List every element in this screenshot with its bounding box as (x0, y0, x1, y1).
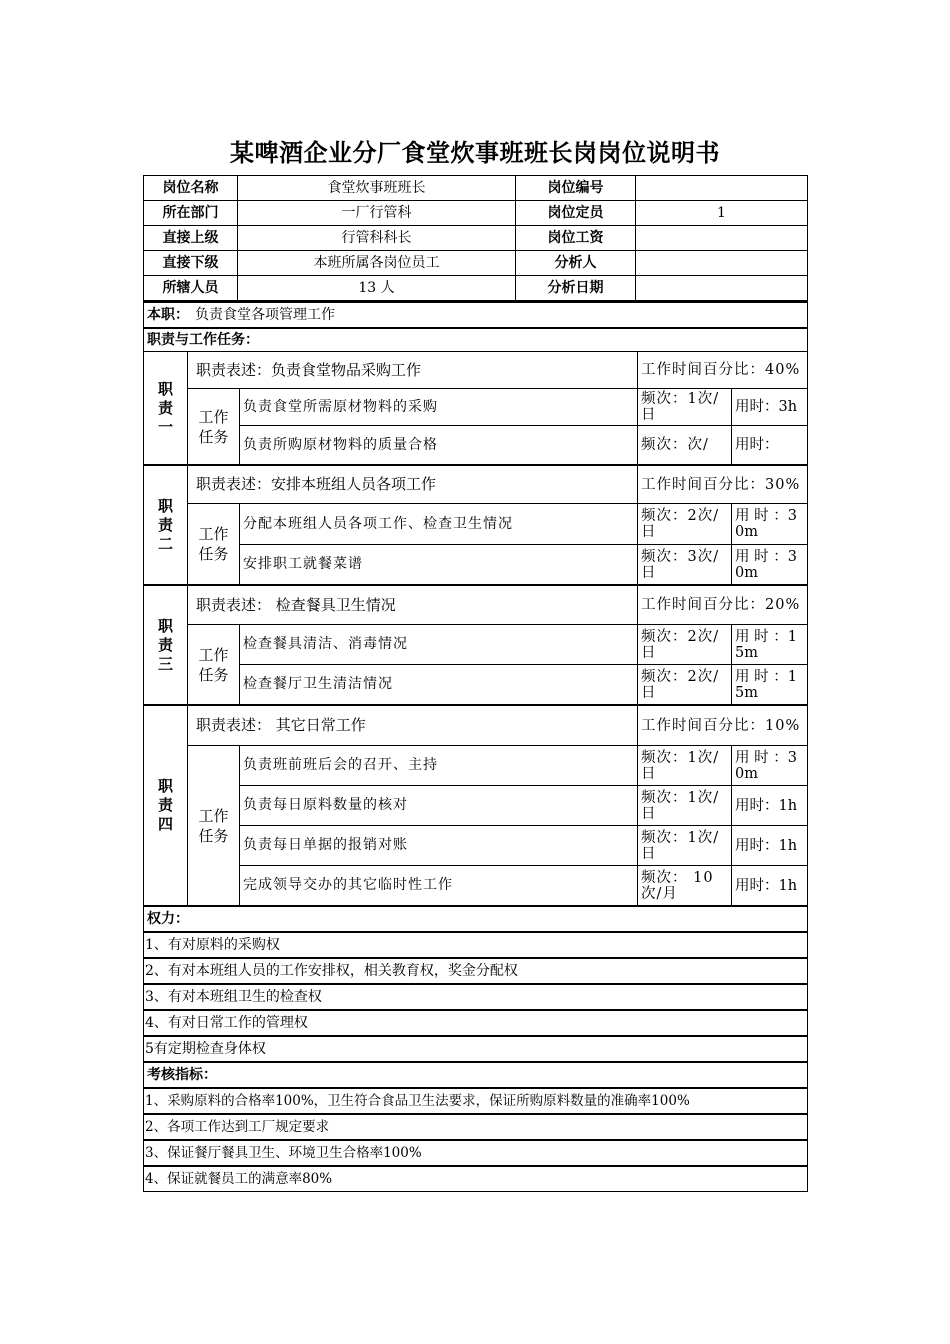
duty-statement-row (144, 352, 808, 389)
task-label-text: 工作任务 (198, 407, 229, 446)
duties-header: 职责与工作任务： (144, 328, 808, 352)
task-frequency: 频次： 10 次/月 (638, 866, 732, 907)
kpi-item: 1、采购原料的合格率100%，卫生符合食品卫生法要求，保证所购原料数量的准确率100% (144, 1088, 808, 1114)
info-row (144, 201, 808, 226)
authority-item: 2、有对本班组人员的工作安排权，相关教育权，奖金分配权 (144, 958, 808, 984)
duty-name-text: 职责二 (157, 496, 173, 553)
task-frequency: 频次：1次/日 (638, 746, 732, 786)
info-row (144, 276, 808, 301)
info-value (636, 276, 808, 301)
task-text: 分配本班组人员各项工作、检查卫生情况 (240, 504, 638, 545)
task-duration: 用 时 ：15m (732, 625, 808, 665)
authority-item-row (144, 1010, 808, 1036)
task-text: 安排职工就餐菜谱 (240, 545, 638, 586)
task-text: 完成领导交办的其它临时性工作 (240, 866, 638, 907)
info-row (144, 226, 808, 251)
kpi-item: 3、保证餐厅餐具卫生、环境卫生合格率100% (144, 1140, 808, 1166)
task-label (188, 746, 240, 907)
info-value: 1 (636, 201, 808, 226)
info-label: 岗位名称 (144, 176, 238, 201)
authority-item-row (144, 932, 808, 958)
duty-statement: 职责表述：负责食堂物品采购工作 (188, 352, 638, 389)
task-row (144, 625, 808, 665)
info-label: 所辖人员 (144, 276, 238, 301)
kpi-item-row (144, 1114, 808, 1140)
role-row (144, 302, 808, 328)
task-row (144, 545, 808, 586)
task-label-text: 工作任务 (198, 806, 229, 845)
duty-statement: 职责表述： 其它日常工作 (188, 705, 638, 746)
task-text: 检查餐厅卫生清洁情况 (240, 665, 638, 706)
time-percentage: 工作时间百分比：20% (638, 585, 808, 625)
duty-name (144, 705, 188, 906)
task-text: 检查餐具清洁、消毒情况 (240, 625, 638, 665)
kpi-item-row (144, 1166, 808, 1192)
task-duration: 用 时 ：30m (732, 746, 808, 786)
task-text: 负责食堂所需原材物料的采购 (240, 389, 638, 426)
duties-header-row (144, 328, 808, 352)
job-description-table (143, 175, 807, 1192)
info-value: 本班所属各岗位员工 (238, 251, 516, 276)
task-frequency: 频次：1次/日 (638, 826, 732, 866)
duty-statement-row (144, 585, 808, 625)
info-row (144, 251, 808, 276)
time-percentage: 工作时间百分比：10% (638, 705, 808, 746)
kpi-item: 4、保证就餐员工的满意率80% (144, 1166, 808, 1192)
info-value: 食堂炊事班班长 (238, 176, 516, 201)
kpi-item-row (144, 1140, 808, 1166)
duty-statement-row (144, 465, 808, 504)
task-frequency: 频次：1次/日 (638, 389, 732, 426)
task-duration: 用 时 ：15m (732, 665, 808, 706)
authority-header-row (144, 906, 808, 932)
authority-item: 5有定期检查身体权 (144, 1036, 808, 1062)
task-row (144, 866, 808, 907)
info-label: 分析日期 (516, 276, 636, 301)
task-row (144, 426, 808, 466)
task-label (188, 504, 240, 586)
authority-item-row (144, 1036, 808, 1062)
task-frequency: 频次：2次/日 (638, 625, 732, 665)
info-label: 分析人 (516, 251, 636, 276)
task-frequency: 频次：1次/日 (638, 786, 732, 826)
duty-statement: 职责表述：安排本班组人员各项工作 (188, 465, 638, 504)
info-row (144, 176, 808, 201)
task-label (188, 389, 240, 466)
task-duration: 用时：3h (732, 389, 808, 426)
info-label: 岗位定员 (516, 201, 636, 226)
info-value (636, 251, 808, 276)
role-text: 负责食堂各项管理工作 (195, 306, 335, 323)
info-value (636, 226, 808, 251)
task-duration: 用 时 ：30m (732, 504, 808, 545)
duty-name-text: 职责四 (157, 777, 173, 833)
task-text: 负责每日单据的报销对账 (240, 826, 638, 866)
info-value: 一厂行管科 (238, 201, 516, 226)
task-duration: 用时： (732, 426, 808, 466)
info-label: 岗位编号 (516, 176, 636, 201)
task-label-text: 工作任务 (198, 645, 229, 684)
duty-name-text: 职责三 (157, 616, 173, 673)
task-row (144, 665, 808, 706)
task-row (144, 826, 808, 866)
info-value: 13 人 (238, 276, 516, 301)
info-label: 直接上级 (144, 226, 238, 251)
task-frequency: 频次：2次/日 (638, 504, 732, 545)
task-text: 负责所购原材物料的质量合格 (240, 426, 638, 466)
info-value: 行管科科长 (238, 226, 516, 251)
task-frequency: 频次：次/ (638, 426, 732, 466)
role-label: 本职： (147, 306, 189, 323)
task-row (144, 786, 808, 826)
task-duration: 用时：1h (732, 786, 808, 826)
duties-table (143, 301, 808, 1192)
duty-statement: 职责表述： 检查餐具卫生情况 (188, 585, 638, 625)
authority-item-row (144, 984, 808, 1010)
info-value (636, 176, 808, 201)
duty-name (144, 585, 188, 705)
kpi-label: 考核指标： (144, 1062, 808, 1088)
authority-label: 权力： (144, 906, 808, 932)
task-duration: 用时：1h (732, 866, 808, 907)
time-percentage: 工作时间百分比：30% (638, 465, 808, 504)
task-row (144, 389, 808, 426)
basic-info-table (143, 175, 808, 301)
duty-name (144, 352, 188, 466)
kpi-item: 2、各项工作达到工厂规定要求 (144, 1114, 808, 1140)
task-text: 负责班前班后会的召开、主持 (240, 746, 638, 786)
duty-name-text: 职责一 (157, 379, 173, 436)
time-percentage: 工作时间百分比：40% (638, 352, 808, 389)
authority-item: 1、有对原料的采购权 (144, 932, 808, 958)
authority-item: 4、有对日常工作的管理权 (144, 1010, 808, 1036)
document-title: 某啤酒企业分厂食堂炊事班班长岗岗位说明书 (230, 139, 720, 167)
task-duration: 用 时 ：30m (732, 545, 808, 586)
kpi-item-row (144, 1088, 808, 1114)
task-frequency: 频次：3次/日 (638, 545, 732, 586)
task-row (144, 504, 808, 545)
task-row (144, 746, 808, 786)
kpi-header-row (144, 1062, 808, 1088)
task-label-text: 工作任务 (198, 525, 229, 563)
task-duration: 用时：1h (732, 826, 808, 866)
info-label: 直接下级 (144, 251, 238, 276)
info-label: 所在部门 (144, 201, 238, 226)
duty-name (144, 465, 188, 585)
info-label: 岗位工资 (516, 226, 636, 251)
duty-statement-row (144, 705, 808, 746)
task-text: 负责每日原料数量的核对 (240, 786, 638, 826)
task-label (188, 625, 240, 706)
authority-item: 3、有对本班组卫生的检查权 (144, 984, 808, 1010)
authority-item-row (144, 958, 808, 984)
task-frequency: 频次：2次/日 (638, 665, 732, 706)
